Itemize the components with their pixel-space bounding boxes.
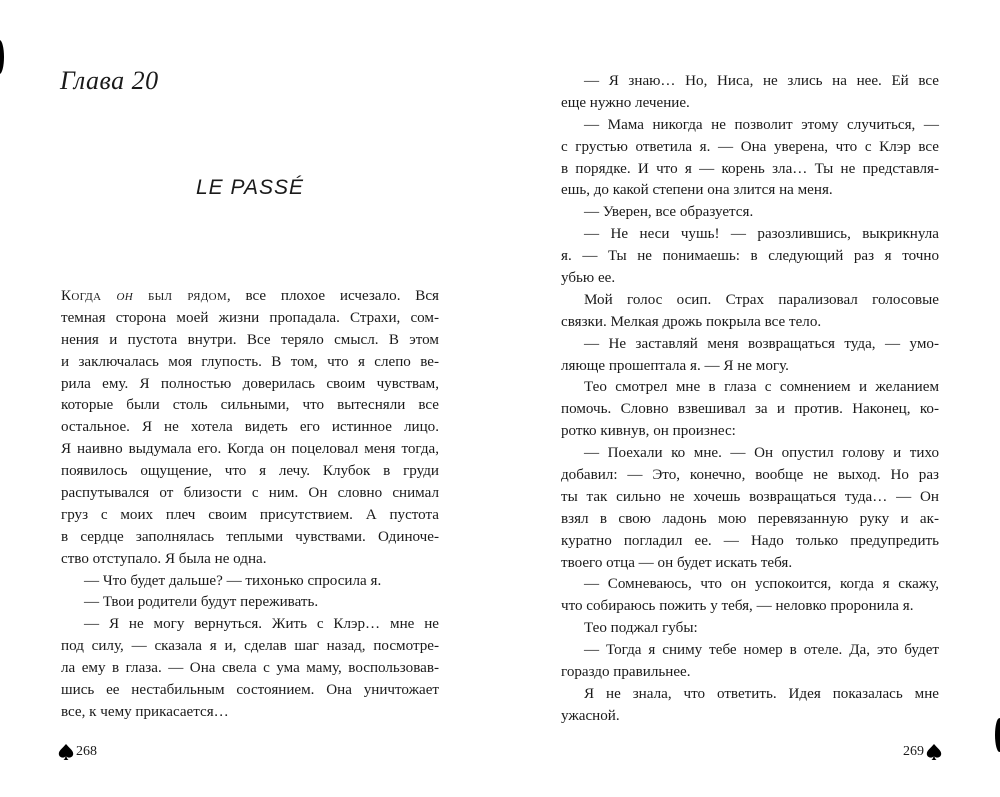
page-number: 269 — [903, 744, 924, 759]
text-line: ешь, до какой степени она злится на меня. — [561, 182, 833, 199]
text-line: — Не неси чушь! — разозлившись, выкрикнула — [584, 226, 939, 243]
opening-rest: , все плохое исчезало. Вся — [226, 288, 439, 304]
right-page — [500, 0, 1000, 797]
right-folio — [903, 743, 942, 761]
page-number: 268 — [76, 744, 97, 759]
text-line: груз с моих плеч своим присутствием. А пустота — [61, 506, 439, 523]
text-line: — Мама никогда не позволит этому случиться, — — [584, 116, 939, 133]
text-line: ужасной. — [561, 707, 620, 724]
text-line: Я не знала, что ответить. Идея показалась мне — [584, 685, 939, 702]
text-line: ротко кивнув, он произнес: — [561, 423, 736, 440]
text-line: в сердце заполнялась теплыми чувствами. Одиноче- — [61, 528, 439, 545]
text-line: все, к чему прикасается… — [61, 703, 229, 720]
text-line: еще нужно лечение. — [561, 94, 690, 111]
text-line: ство отступало. Я была не одна. — [61, 550, 267, 567]
text-line: — Я знаю… Но, Ниса, не злись на нее. Ей все — [584, 73, 939, 89]
text-line: — Уверен, все образуется. — [584, 204, 754, 221]
text-line: — Поехали ко мне. — Он опустил голову и тихо — [584, 445, 939, 462]
text-line: Тео смотрел мне в глаза с сомнением и желанием — [584, 379, 939, 396]
text-line: помочь. Словно взвешивал за и против. Наконец, ко- — [561, 401, 939, 418]
text-line: ты так сильно не хочешь возвращаться туда… — Он — [561, 488, 939, 505]
text-line: куратно погладил ее. — Надо только предупредить — [561, 532, 939, 549]
text-line: с грустью ответила я. — Она уверена, что с Клэр все — [561, 138, 939, 155]
spade-icon — [926, 743, 942, 761]
text-line: которые были столь сильными, что вытесняли все — [61, 397, 439, 414]
text-line: что собираюсь пожить у тебя, — неловко проронила я. — [561, 598, 914, 615]
text-line: темная сторона моей жизни пропадала. Страхи, сом- — [61, 309, 439, 326]
spade-icon — [58, 743, 74, 761]
text-line: ла ему в глаза. — Она свела с ума маму, воспользовав- — [61, 660, 439, 677]
text-line: — Тогда я сниму тебе номер в отеле. Да, это будет — [584, 642, 939, 659]
text-line: под силу, — сказала я и, сделав шаг назад, посмотре- — [61, 638, 439, 655]
text-line: появилось ощущение, что я лечу. Клубок в груди — [61, 463, 439, 480]
text-line: шись ее нестабильным состоянием. Она уничтожает — [61, 682, 439, 699]
opening-smallcaps: Когда — [61, 288, 117, 304]
text-line: Тео поджал губы: — [584, 620, 698, 637]
text-line: — Сомневаюсь, что он успокоится, когда я скажу, — [584, 576, 939, 593]
text-line: нения и пустота внутри. Все теряло смысл. В этом — [61, 331, 439, 348]
text-line: я. — Ты не понимаешь: в следующий раз я точно — [561, 248, 939, 265]
text-line: — Твои родители будут переживать. — [84, 594, 319, 611]
text-line: ляюще прошептала я. — Я не могу. — [561, 357, 789, 374]
text-line: убью ее. — [561, 270, 616, 287]
text-line: — Что будет дальше? — тихонько спросила я. — [84, 572, 382, 589]
left-folio — [58, 743, 97, 761]
text-line: рила ему. Я полностью доверилась своим чувствам, — [61, 375, 439, 392]
text-line: и заключалась моя глупость. В том, что я слепо ве- — [61, 353, 439, 370]
text-line: гораздо правильнее. — [561, 664, 691, 681]
page-edge-mark — [0, 40, 4, 74]
text-line: взял в свою ладонь мою перевязанную руку и ак- — [561, 510, 939, 527]
opening-italic: он — [116, 288, 133, 304]
chapter-title: LE PASSÉ — [196, 176, 304, 199]
text-line: Я наивно выдумала его. Когда он поцеловал меня тогда, — [61, 441, 439, 458]
page-edge-mark — [995, 718, 1000, 752]
text-line: твоего отца — он будет искать тебя. — [561, 554, 793, 571]
text-line: — Не заставляй меня возвращаться туда, — умо- — [584, 335, 939, 352]
text-line: распутывался от близости с ним. Он словно снимал — [61, 485, 439, 502]
text-line: — Я не могу вернуться. Жить с Клэр… мне не — [84, 616, 439, 633]
left-body-text — [61, 286, 439, 724]
opening-line — [61, 286, 439, 308]
right-body-text — [561, 71, 939, 728]
text-line: добавил: — Это, конечно, вообще не выход. Но раз — [561, 467, 939, 484]
text-line: Мой голос осип. Страх парализовал голосовые — [584, 291, 939, 308]
chapter-label: Глава 20 — [60, 66, 159, 95]
text-line: остальное. Я не хотела видеть его истинное лицо. — [61, 419, 439, 436]
opening-smallcaps-2: был рядом — [132, 288, 227, 304]
text-line: связки. Мелкая дрожь покрыла все тело. — [561, 313, 822, 330]
text-line: в порядке. И что я — корень зла… Ты не представля- — [561, 160, 939, 177]
